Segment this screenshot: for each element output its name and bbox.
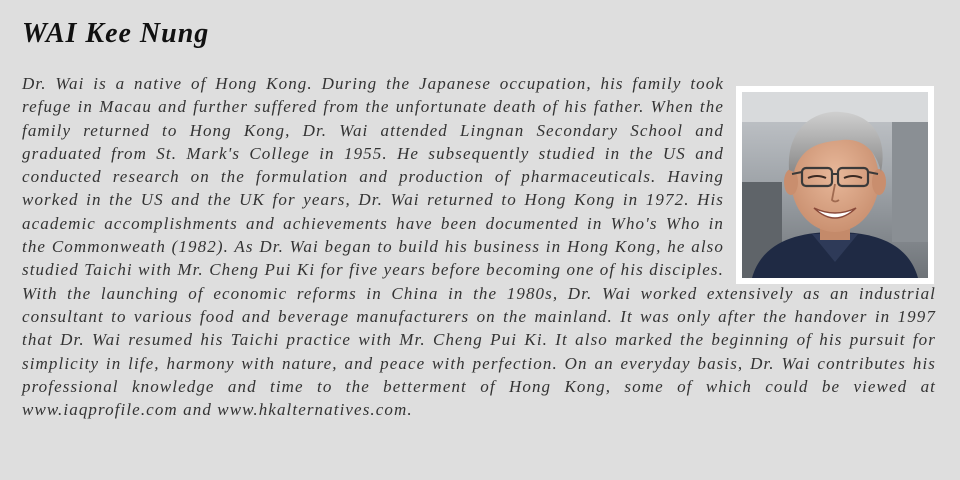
- bio-text: Dr. Wai is a native of Hong Kong. During the Japanese occupation, his family took refuge in Macau and further suffered from the unfortunate death of his father. When the family returned to Hong Kong, Dr. Wai attended Lingnan Secondary School and graduated from St. Mark's College in 1955. He subsequently studied in the US and conducted research on the formulation and production of pharmaceuticals. Having worked in the US and the UK for years, Dr. Wai returned to Hong Kong in 1972. His academic accomplishments and achievements have been documented in Who's Who in the Commonweath (1982). As Dr. Wai began to build his business in Hong Kong, he also studied Taichi with Mr. Cheng Pui Ki for five years before becoming one of his disciples. With the launching of economic reforms in China in the 1980s, Dr. Wai worked extensively as an industrial consultant to various food and beverage manufacturers on the mainland. It was only after the handover in 1997 that Dr. Wai resumed his Taichi practice with Mr. Cheng Pui Ki. It also marked the beginning of his pursuit for simplicity in life, harmony with nature, and peace with perfection. On an everyday basis, Dr. Wai contributes his professional knowledge and time to the betterment of Hong Kong, some of which could be viewed at www.iaqprofile.com and www.hkalternatives.com.: [22, 74, 936, 420]
- portrait-photo: [742, 92, 928, 278]
- portrait-photo-frame: [736, 86, 934, 284]
- page-title: WAI Kee Nung: [22, 18, 210, 49]
